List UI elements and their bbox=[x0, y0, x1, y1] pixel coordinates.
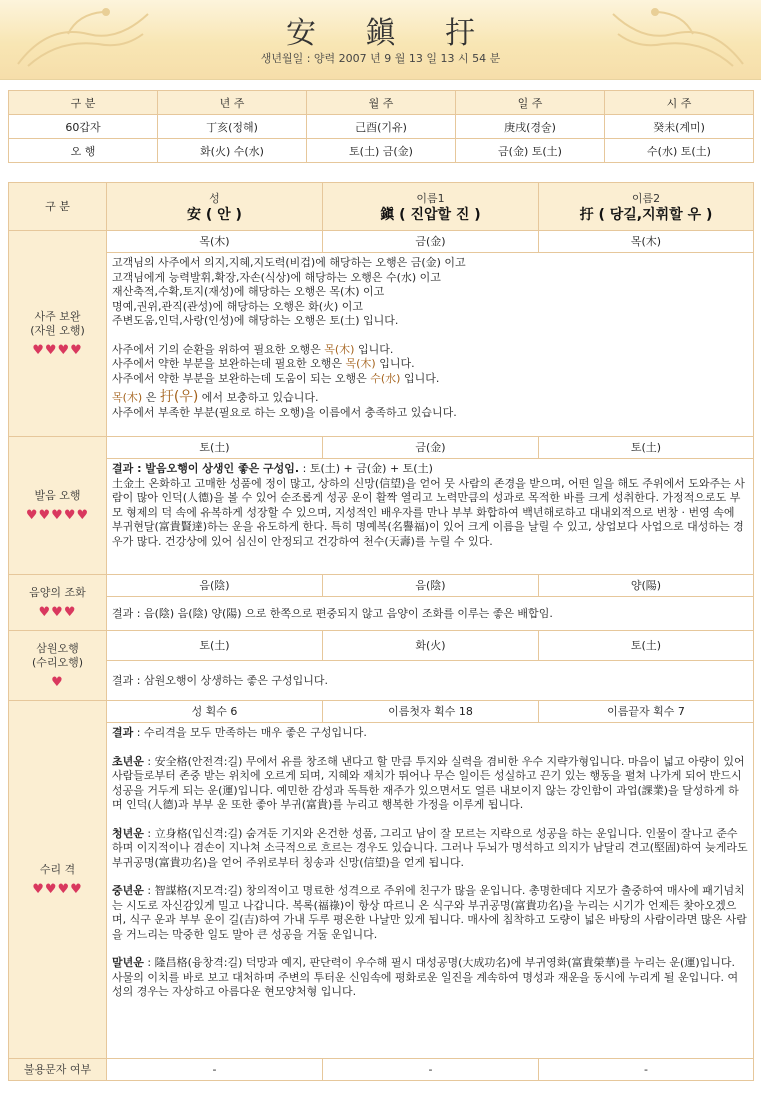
name-char-first bbox=[323, 183, 539, 231]
char-caption: 성 bbox=[209, 191, 220, 205]
heart-rating-icon: ♥♥♥♥ bbox=[32, 342, 83, 358]
saju-cell: 癸未(계미) bbox=[605, 115, 754, 139]
value-cell: 토(土) bbox=[107, 631, 323, 661]
section-sublabel: (자원 오행) bbox=[30, 323, 85, 337]
heart-rating-icon: ♥♥♥ bbox=[38, 604, 77, 620]
boan-description bbox=[107, 253, 754, 437]
char-caption: 이름1 bbox=[416, 191, 445, 205]
samwon-values-row bbox=[9, 631, 754, 661]
value-cell: 이름끝자 획수 7 bbox=[539, 701, 754, 723]
samwon-result: 결과 : 삼원오행이 상생하는 좋은 구성입니다. bbox=[107, 661, 754, 701]
suri-period: 말년운 : 隆昌格(융창격:길) 덕망과 예지, 판단력이 우수해 필시 대성공명(大成功名)에 부귀영화(富貴榮華)를 누리는 운(運)입니다. 사물의 이치를 바로 보고 대처하며 주변의 투터운 신임속에 평화로운 일진을 계속하여 명성과 재운을 동시에 누리게 될 운입니다. 여성의 경우는 자상하고 아름다운 현모양처형 입니다. bbox=[112, 956, 739, 998]
analysis-header-row bbox=[9, 183, 754, 231]
section-label: 발음 오행 bbox=[34, 488, 81, 502]
saju-cell: 금(金) 토(土) bbox=[456, 139, 605, 163]
saju-cell: 화(火) 수(水) bbox=[158, 139, 307, 163]
suri-period: 초년운 : 安全格(안전격:길) 무에서 유를 창조해 낸다고 할 만큼 투지와 실력을 겸비한 우수 지략가형입니다. 마음이 넓고 아량이 있어 사람들로부터 존중 받는 위치에 오르게 되며, 지혜와 재치가 뛰어나 무슨 일이든 성실하고 끈기 있는 행동을 펼쳐 나가게 되어 반드시 성공을 거두게 되는 운(運)입니다. 예민한 감성과 독특한 재주가 있으면서도 얼른 내보이지 않는 강인함이 과업(課業)을 달성하게 하며 인덕(人德)과 부부 운 또한 좋아 부귀(富貴)를 누리고 행복한 가정을 이루게 됩니다. bbox=[112, 754, 745, 811]
suri-period: 중년운 : 智謀格(지모격:길) 창의적이고 명료한 성격으로 주위에 친구가 많을 운입니다. 총명한데다 지모가 출중하여 매사에 패기넘치는 시도로 자신감있게 밀고 나갑니다. 복록(福祿)이 항상 따르니 온 식구와 부귀공명(富貴功名)을 누리는 시기가 언제든 찾아오겠으며, 식구 운과 부부 운이 길(吉)하여 가내 두루 평온한 나날만 있게 됩니다. 매사에 침착하고 도량이 넓은 바탕의 사람이라면 많은 사람을 거느리는 막중한 일도 말아 큰 성공을 거둘 운입니다. bbox=[112, 884, 747, 941]
name-analysis-table bbox=[8, 182, 754, 1081]
desc-line: 재산축적,수확,토지(재성)에 해당하는 오행은 목(木) 이고 bbox=[112, 285, 385, 298]
pron-desc-row bbox=[9, 459, 754, 575]
desc-line: 목(木) 은 扜(우) 에서 보충하고 있습니다. bbox=[112, 389, 319, 405]
value-cell: 금(金) bbox=[323, 231, 539, 253]
saju-cell: 丁亥(정해) bbox=[158, 115, 307, 139]
value-cell: 토(土) bbox=[539, 631, 754, 661]
suri-values-row bbox=[9, 701, 754, 723]
desc-line: 사주에서 약한 부분을 보완하는데 도움이 되는 오행은 수(水) 입니다. bbox=[112, 371, 440, 385]
report-header bbox=[0, 0, 761, 80]
saju-row-ohaeng bbox=[9, 139, 754, 163]
pron-values-row bbox=[9, 437, 754, 459]
value-cell: 토(土) bbox=[539, 437, 754, 459]
value-cell: - bbox=[323, 1059, 539, 1081]
name-char-surname bbox=[107, 183, 323, 231]
desc-line: 사주에서 약한 부분을 보완하는데 필요한 오행은 목(木) 입니다. bbox=[112, 357, 415, 370]
value-cell: - bbox=[539, 1059, 754, 1081]
birth-date: 생년월일 : 양력 2007 년 9 월 13 일 13 시 54 분 bbox=[260, 52, 501, 65]
value-cell: 금(金) bbox=[323, 437, 539, 459]
saju-header-cell: 구 분 bbox=[9, 91, 158, 115]
char-reading: 扜 ( 당길,지휘할 우 ) bbox=[579, 206, 713, 223]
saju-row-ganji bbox=[9, 115, 754, 139]
pron-label bbox=[9, 437, 107, 575]
value-cell: 목(木) bbox=[107, 231, 323, 253]
bulyong-row bbox=[9, 1059, 754, 1081]
desc-line: 사주에서 기의 순환을 위하여 필요한 오행은 목(木) 입니다. bbox=[112, 342, 394, 356]
saju-cell: 庚戌(경술) bbox=[456, 115, 605, 139]
char-caption: 이름2 bbox=[631, 191, 661, 205]
saju-cell: 수(水) 토(土) bbox=[605, 139, 754, 163]
saju-header-cell: 월 주 bbox=[307, 91, 456, 115]
value-cell: 성 획수 6 bbox=[107, 701, 323, 723]
section-label: 음양의 조화 bbox=[29, 585, 86, 599]
saju-table bbox=[8, 90, 754, 163]
saju-header-cell: 일 주 bbox=[456, 91, 605, 115]
value-cell: 토(土) bbox=[107, 437, 323, 459]
char-reading: 鎭 ( 진압할 진 ) bbox=[380, 206, 481, 223]
bulyong-label: 불용문자 여부 bbox=[9, 1059, 107, 1081]
suri-description bbox=[107, 723, 754, 1059]
suri-label bbox=[9, 701, 107, 1059]
boan-label bbox=[9, 231, 107, 437]
name-char-second bbox=[539, 183, 754, 231]
char-reading: 安 ( 안 ) bbox=[187, 206, 242, 223]
eumyang-label bbox=[9, 575, 107, 631]
desc-line: 명예,권위,관직(관성)에 해당하는 오행은 화(火) 이고 bbox=[112, 299, 364, 313]
eumyang-result: 결과 : 음(陰) 음(陰) 양(陽) 으로 한쪽으로 편중되지 않고 음양이 조화를 이루는 좋은 배합임. bbox=[107, 597, 754, 631]
pron-description bbox=[107, 459, 754, 575]
boan-desc-row bbox=[9, 253, 754, 437]
saju-cell: 토(土) 금(金) bbox=[307, 139, 456, 163]
section-label: 수리 격 bbox=[39, 862, 76, 876]
saju-cell: 60갑자 bbox=[9, 115, 158, 139]
suri-result: 결과 : 수리격을 모두 만족하는 매우 좋은 구성입니다. bbox=[112, 726, 367, 739]
value-cell: 양(陽) bbox=[539, 575, 754, 597]
value-cell: 음(陰) bbox=[107, 575, 323, 597]
heart-rating-icon: ♥ bbox=[51, 674, 64, 690]
desc-line: 결과 : 발음오행이 상생인 좋은 구성임. : 토(土) + 금(金) + 토(土) bbox=[112, 462, 433, 475]
samwon-desc-row bbox=[9, 661, 754, 701]
section-label: 사주 보완 bbox=[34, 309, 81, 323]
eumyang-desc-row bbox=[9, 597, 754, 631]
eumyang-values-row bbox=[9, 575, 754, 597]
suri-period: 청년운 : 立身格(입신격:길) 숨겨둔 기지와 온건한 성품, 그리고 남이 잘 모르는 지략으로 성공을 하는 운입니다. 인물이 잘나고 준수하며 이지적이나 겸손이 지나쳐 소극적으로 흐르는 경우도 있습니다. 그러나 두뇌가 명석하고 의지가 남달리 견고(堅固)하여 늦게라도 부귀공명(富貴功名)을 얻어 주위로부터 칭송과 신망(信望)을 얻게 됩니다. bbox=[112, 826, 748, 869]
value-cell: 이름첫자 획수 18 bbox=[323, 701, 539, 723]
heart-rating-icon: ♥♥♥♥ bbox=[32, 881, 83, 897]
desc-line: 고객님의 사주에서 의지,지혜,지도력(비겁)에 해당하는 오행은 금(金) 이고 bbox=[112, 256, 466, 269]
saju-header-row bbox=[9, 91, 754, 115]
analysis-header-label: 구 분 bbox=[9, 183, 107, 231]
samwon-label bbox=[9, 631, 107, 701]
desc-line: 사주에서 부족한 부분(필요로 하는 오행)을 이름에서 충족하고 있습니다. bbox=[112, 405, 457, 419]
suri-desc-row bbox=[9, 723, 754, 1059]
section-label: 삼원오행 bbox=[36, 641, 79, 655]
value-cell: - bbox=[107, 1059, 323, 1081]
value-cell: 화(火) bbox=[323, 631, 539, 661]
saju-cell: 己酉(기유) bbox=[307, 115, 456, 139]
saju-cell: 오 행 bbox=[9, 139, 158, 163]
desc-line: 고객님에게 능력발휘,확장,자손(식상)에 해당하는 오행은 수(水) 이고 bbox=[112, 270, 441, 284]
value-cell: 음(陰) bbox=[323, 575, 539, 597]
saju-header-cell: 시 주 bbox=[605, 91, 754, 115]
value-cell: 목(木) bbox=[539, 231, 754, 253]
saju-header-cell: 년 주 bbox=[158, 91, 307, 115]
page-title: 安 鎭 扜 bbox=[285, 16, 496, 51]
desc-body: 土金土 온화하고 고매한 성품에 정이 많고, 상하의 신망(信望)을 얻어 뭇 사람의 존경을 받으며, 어떤 일을 해도 주위에서 도와주는 사람이 많아 인덕(人德)을 볼 수 있어 순조롭게 성공 운이 활짝 열리고 노력만큼의 성과로 목적한 바를 크게 성취한다. 가정적으로도 부모 형제의 덕 속에 유복하게 성장할 수 있으며, 지성적인 배우자를 만나 부부 화합하여 백년해로하고 대내외적으로 번창 · 번영 속에 부귀현달(富貴賢達)하는 운을 유도하게 한다. 특히 명예복(名譽福)이 있어 크게 이름을 날릴 수 있고, 상업보다 사업으로 대성하는 경우가 많다. 건강상에 있어 심신이 안정되고 건강하여 천수(天壽)를 누릴 수 있다. bbox=[112, 476, 745, 548]
section-sublabel: (수리오행) bbox=[31, 655, 84, 669]
boan-values-row bbox=[9, 231, 754, 253]
heart-rating-icon: ♥♥♥♥♥ bbox=[25, 507, 90, 523]
desc-line: 주변도움,인덕,사랑(인성)에 해당하는 오행은 토(土) 입니다. bbox=[112, 314, 399, 327]
